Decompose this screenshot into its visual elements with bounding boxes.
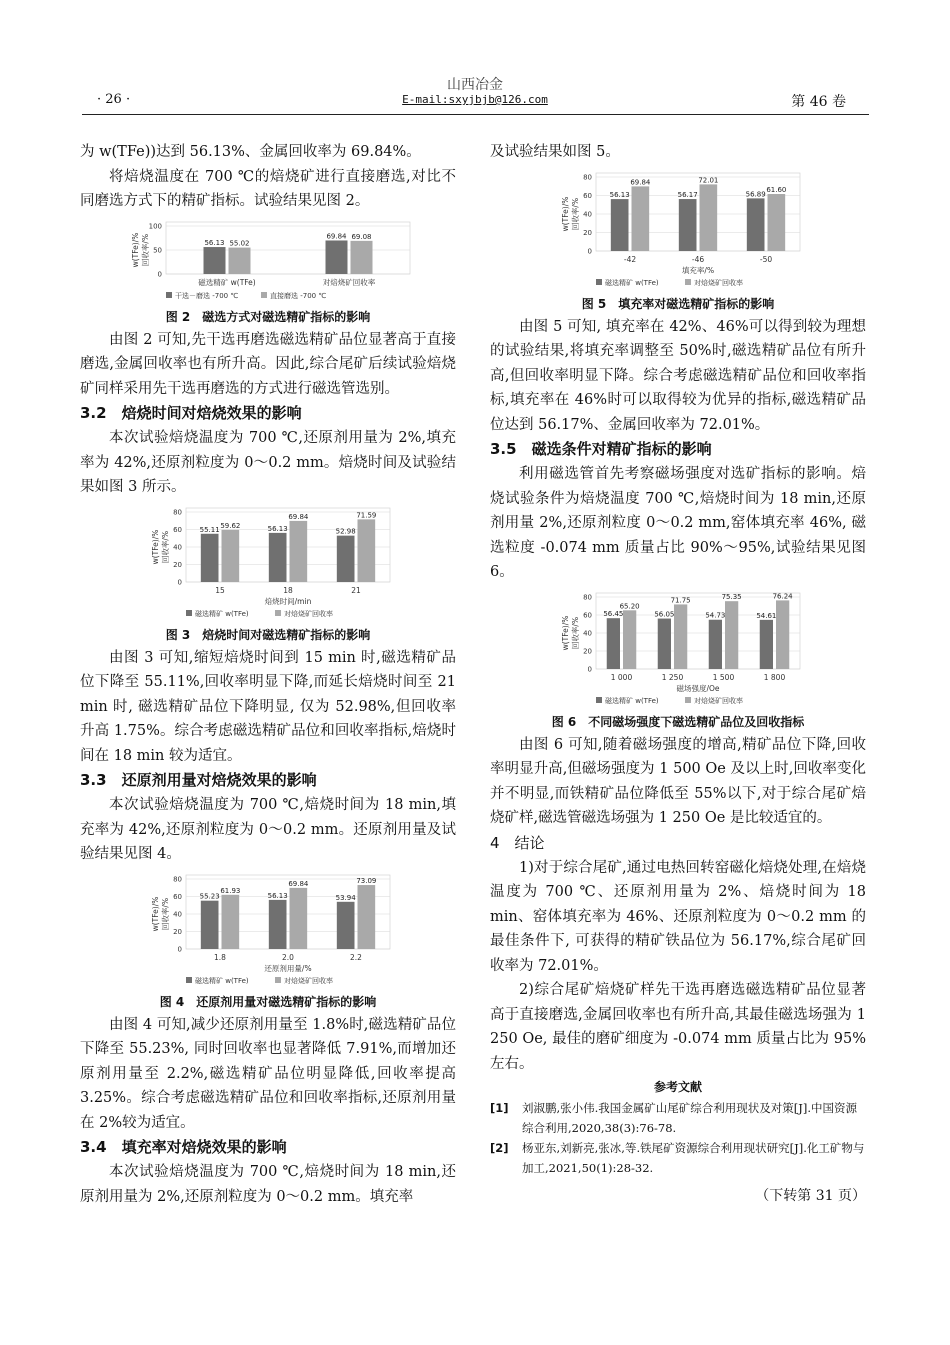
figure-4-caption: 图 4 还原剂用量对磁选精矿指标的影响 [159,994,377,1009]
bar [768,194,786,251]
paragraph: 将焙烧温度在 700 ℃的焙烧矿进行直接磨选,对比不同磨选方式下的精矿指标。试验结果见图 2。 [80,168,456,209]
paragraph: 利用磁选管首先考察磁场强度对选矿指标的影响。焙烧试验条件为焙烧温度 700 ℃,焙烧时间为 18 min,还原剂用量 2%,还原剂粒度 0～0.2 mm,窑体填充率 46%, 磁选粒度 -0.074 mm 质量占比 90%～95%,试验结果见图 6。 [490,466,866,580]
plot-area [166,222,410,274]
bar [358,885,376,949]
x-tick-label: 2.0 [282,952,294,962]
data-label: 56.17 [677,190,698,199]
bar [290,887,308,948]
x-tick-label: 1 800 [763,672,786,682]
bar [674,604,687,669]
data-label: 56.45 [603,609,624,618]
legend-label: 磁选精矿 w(TFe) [605,696,659,705]
x-tick-label: 1 250 [661,672,684,682]
legend-label: 直接磨选 -700 ℃ [270,291,327,300]
data-label: 61.60 [766,185,787,194]
y-tick-label: 40 [173,543,182,551]
bar [658,618,671,668]
bar [747,198,765,251]
data-label: 69.84 [288,512,309,521]
y-tick-label: 20 [583,647,592,655]
header-rule [82,114,869,115]
paragraph: 由图 4 可知,减少还原剂用量至 1.8%时,磁选精矿品位下降至 55.23%, 同时回收率也显著降低 7.91%,而增加还原剂用量至 2.2%,磁选精矿品位明显降低,回收率提高 3.25%。综合考虑磁选精矿品位和回收率指标,还原剂用量在 2%较为适宜。 [80,1016,456,1131]
figure-6-chart [548,587,808,709]
legend-label: 磁选精矿 w(TFe) [195,976,249,985]
y-tick-label: 20 [583,228,592,237]
figure-2-chart [118,216,418,304]
bar [607,618,620,669]
figure-2 [80,216,456,304]
paragraph: 2)综合尾矿焙烧矿样先干选再磨选磁选精矿品位显著高于直接磨选,金属回收率也有所升高,其最佳磁选场强为 1 250 Oe, 最佳的磨矿细度为 -0.074 mm 质量占比为 95%左右。 [490,982,866,1072]
data-label: 54.73 [705,611,726,620]
data-label: 52.98 [335,527,356,536]
bar [269,899,287,948]
bar [760,619,773,668]
data-label: 71.75 [670,595,691,604]
bar [337,901,355,948]
data-label: 73.09 [356,876,377,885]
data-label: 69.08 [351,232,372,241]
y-tick-label: 50 [153,246,162,254]
section-heading-4: 4 结论 [490,833,545,852]
legend-swatch [596,697,602,703]
x-tick-label: 18 [283,585,293,595]
reference-text: 杨亚东,刘新亮,张冰,等.铁尾矿资源综合利用现状研究[J].化工矿物与加工,2021,50(1):28-32. [522,1141,865,1175]
y-axis-label: w(TFe)/% [131,232,140,267]
right-column [490,140,866,1209]
y-tick-label: 40 [583,210,592,218]
legend-label: 磁选精矿 w(TFe) [195,609,249,618]
x-tick-label: 对焙烧矿回收率 [322,277,376,287]
data-label: 56.89 [745,189,766,198]
y-tick-label: 60 [583,191,592,200]
legend-swatch [685,279,691,285]
legend-swatch [186,977,192,983]
y-tick-label: 40 [583,629,592,637]
x-tick-label: 1 000 [610,672,633,682]
journal-title: 山西冶金 [447,77,503,93]
section-heading-3-3: 3.3 还原剂用量对焙烧效果的影响 [80,771,317,789]
figure-3-chart [138,502,398,622]
x-axis-label: 磁场强度/Oe [676,683,720,693]
bar [632,186,650,251]
reference-number: [1] [490,1101,509,1115]
legend-swatch [275,610,281,616]
data-label: 56.13 [267,524,288,533]
bar [351,240,373,273]
y-tick-label: 40 [173,910,182,918]
reference-number: [2] [490,1141,509,1155]
data-label: 69.84 [326,231,347,240]
section-heading-3-4: 3.4 填充率对焙烧效果的影响 [80,1138,287,1156]
x-tick-label: -42 [623,254,637,264]
y-tick-label: 60 [583,611,592,619]
volume-label: 第 46 卷 [791,94,846,110]
paragraph: 由图 2 可知,先干选再磨选磁选精矿品位显著高于直接磨选,金属回收率也有所升高。因此,综合尾矿后续试验焙烧矿同样采用先干选再磨选的方式进行磁选管选别。 [80,331,456,397]
legend-swatch [166,292,172,298]
legend-swatch [186,610,192,616]
paragraph: 由图 5 可知, 填充率在 42%、46%可以得到较为理想的试验结果,将填充率调整至 50%时,磁选精矿品位有所升高,但回收率明显下降。综合考虑磁选精矿品位和回收率指标,填充率在 46%时可以取得较为优异的指标,磁选精矿品位达到 56.17%、金属回收率为 72.01%。 [490,318,866,433]
bar [222,529,240,581]
y-tick-label: 80 [583,593,592,601]
references-title: 参考文献 [653,1080,702,1094]
legend-swatch [596,279,602,285]
section-heading-3-2: 3.2 焙烧时间对焙烧效果的影响 [80,404,302,422]
legend-swatch [685,697,691,703]
x-tick-label: 15 [215,585,225,595]
bar [326,240,348,274]
x-tick-label: 1 500 [712,672,735,682]
y-axis-label: 回收率/% [161,897,170,930]
reference-item [490,1098,866,1138]
paragraph: 本次试验焙烧温度为 700 ℃,焙烧时间为 18 min,还原剂用量为 2%,还原剂粒度为 0～0.2 mm。填充率 [80,1164,456,1205]
x-tick-label: 2.2 [350,952,362,962]
bar [623,610,636,669]
legend-label: 对焙烧矿回收率 [284,609,333,618]
data-label: 59.62 [220,521,241,530]
figure-6 [490,587,866,709]
data-label: 56.13 [609,190,630,199]
y-axis-label: w(TFe)/% [561,615,570,650]
x-axis-label: 焙烧时间/min [264,596,312,606]
page-number: · 26 · [97,92,131,107]
y-tick-label: 80 [173,875,182,883]
data-label: 56.13 [204,238,225,247]
bar [709,619,722,668]
reference-item [490,1138,866,1178]
y-tick-label: 0 [587,665,592,673]
x-tick-label: 21 [351,585,361,595]
journal-email[interactable]: E-mail:sxyjbjb@126.com [402,93,548,106]
bar [222,894,240,948]
y-tick-label: 0 [587,247,592,255]
y-tick-label: 80 [173,508,182,516]
y-tick-label: 100 [148,222,162,230]
bar [201,900,219,948]
bar [700,184,718,251]
bar [776,600,789,669]
data-label: 71.59 [356,510,377,519]
y-tick-label: 0 [177,578,182,586]
bar [290,520,308,581]
paragraph: 本次试验焙烧温度为 700 ℃,还原剂用量为 2%,填充率为 42%,还原剂粒度为 0～0.2 mm。焙烧时间及试验结果如图 3 所示。 [80,430,456,495]
data-label: 53.94 [335,893,356,902]
y-axis-label: 回收率/% [161,530,170,563]
x-axis-label: 填充率/% [681,265,715,275]
left-column [80,140,456,1209]
data-label: 69.84 [288,879,309,888]
data-label: 75.35 [721,592,742,601]
y-tick-label: 60 [173,525,182,534]
section-heading-3-5: 3.5 磁选条件对精矿指标的影响 [490,440,712,458]
figure-6-caption: 图 6 不同磁场强度下磁选精矿品位及回收指标 [551,714,805,729]
paragraph: 1)对于综合尾矿,通过电热回转窑磁化焙烧处理,在焙烧温度为 700 ℃、还原剂用量为 2%、焙烧时间为 18 min、窑体填充率为 46%、还原剂粒度为 0～0.2 mm 的最佳条件下, 可获得的精矿铁品位为 56.17%,综合尾矿回收率为 72.01%。 [490,859,866,974]
continued-note: （下转第 31 页） [755,1188,866,1204]
y-tick-label: 60 [173,892,182,901]
figure-2-caption: 图 2 磁选方式对磁选精矿指标的影响 [165,309,371,324]
figure-5 [490,167,866,291]
bar [204,247,226,274]
legend-label: 磁选精矿 w(TFe) [605,278,659,287]
bar [358,519,376,582]
legend-label: 对焙烧矿回收率 [694,278,743,287]
data-label: 65.20 [619,601,640,610]
y-axis-label: w(TFe)/% [151,896,160,931]
paragraph: 为 w(TFe))达到 56.13%、金属回收率为 69.84%。 [80,144,421,160]
y-axis-label: 回收率/% [571,616,580,649]
x-axis-label: 还原剂用量/% [264,963,312,973]
y-tick-label: 20 [173,927,182,936]
data-label: 55.11 [199,525,220,534]
figure-4 [80,869,456,989]
y-axis-label: 回收率/% [141,233,150,266]
paragraph: 本次试验焙烧温度为 700 ℃,焙烧时间为 18 min,填充率为 42%,还原剂粒度为 0～0.2 mm。还原剂用量及试验结果见图 4。 [80,797,456,862]
legend-swatch [275,977,281,983]
bar [725,601,738,669]
legend-label: 对焙烧矿回收率 [694,696,743,705]
data-label: 55.02 [229,239,250,248]
paragraph: 由图 3 可知,缩短焙烧时间到 15 min 时,磁选精矿品位下降至 55.11%,回收率明显下降,而延长焙烧时间至 21 min 时, 磁选精矿品位下降明显, 仅为 52.98%,但回收率升高 1.75%。综合考虑磁选精矿品位和回收率指标,焙烧时间在 18 min 较为适宜。 [80,649,456,764]
x-tick-label: 磁选精矿 w(TFe) [198,277,256,287]
y-tick-label: 80 [583,173,592,181]
figure-5-chart [548,167,808,291]
data-label: 61.93 [220,886,241,895]
y-tick-label: 0 [157,270,162,278]
paragraph: 由图 6 可知,随着磁场强度的增高,精矿品位下降,回收率明显升高,但磁场强度为 1 500 Oe 及以上时,回收率变化并不明显,而铁精矿品位降低至 55%以下,对于综合尾矿焙烧矿样,磁选管磁选场强为 1 250 Oe 是比较适宜的。 [490,736,866,826]
y-tick-label: 20 [173,560,182,569]
figure-3 [80,502,456,622]
bar [611,199,629,251]
y-axis-label: w(TFe)/% [561,196,570,231]
bar [337,535,355,581]
reference-text: 刘淑鹏,张小伟.我国金属矿山尾矿综合利用现状及对策[J].中国资源综合利用,2020,38(3):76-78. [522,1101,858,1135]
figure-3-caption: 图 3 焙烧时间对磁选精矿指标的影响 [165,627,371,642]
bar [201,533,219,581]
data-label: 69.84 [630,177,651,186]
x-tick-label: -50 [759,254,773,264]
paragraph: 及试验结果如图 5。 [490,144,620,160]
data-label: 56.05 [654,610,675,619]
figure-4-chart [138,869,398,989]
data-label: 56.13 [267,891,288,900]
y-axis-label: w(TFe)/% [151,529,160,564]
legend-label: 干选－磨选 -700 ℃ [175,291,239,300]
legend-swatch [261,292,267,298]
y-axis-label: 回收率/% [571,197,580,230]
data-label: 76.24 [772,591,793,600]
x-tick-label: -46 [691,254,705,264]
data-label: 54.61 [756,611,777,620]
bar [269,532,287,581]
bar [679,199,697,251]
data-label: 72.01 [698,175,719,184]
figure-5-caption: 图 5 填充率对磁选精矿指标的影响 [581,296,775,311]
bar [229,247,251,273]
y-tick-label: 0 [177,945,182,953]
legend-label: 对焙烧矿回收率 [284,976,333,985]
x-tick-label: 1.8 [214,952,226,962]
data-label: 55.23 [199,892,220,901]
